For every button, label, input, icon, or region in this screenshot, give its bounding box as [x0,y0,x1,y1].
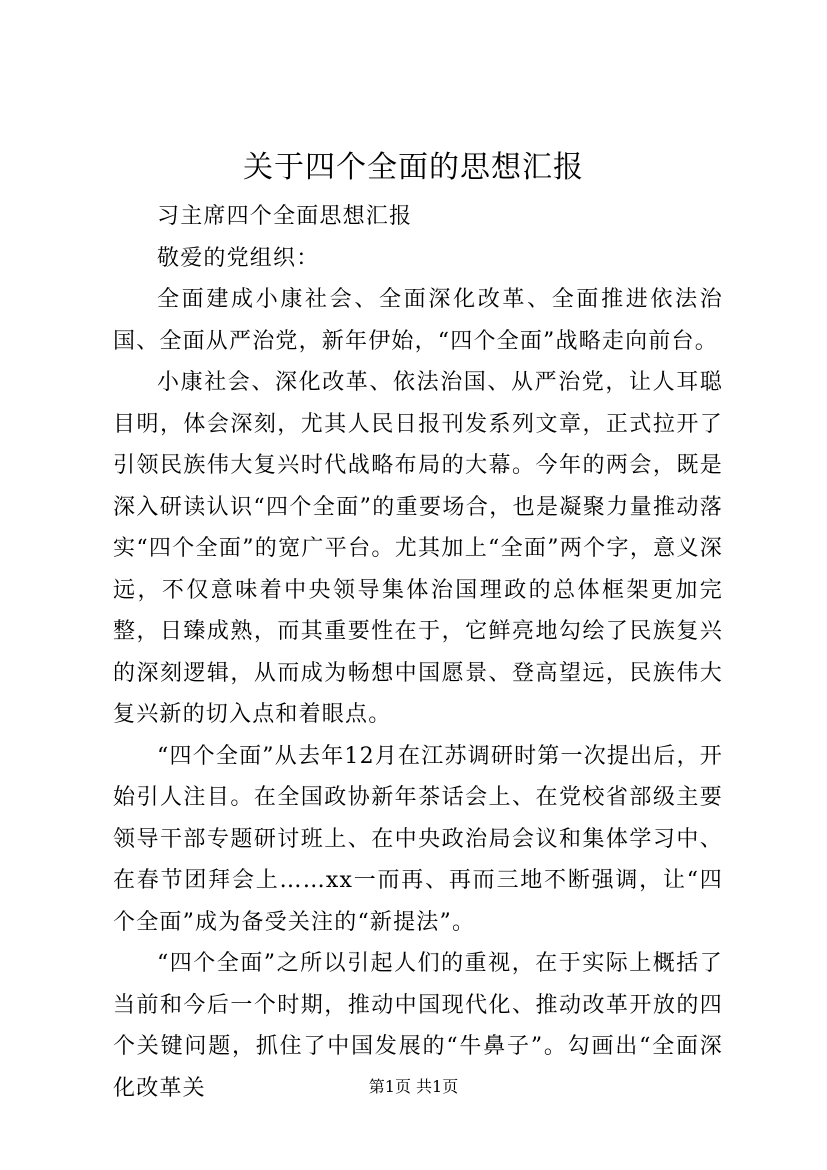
paragraph-salutation: 敬爱的党组织： [157,245,320,271]
paragraph: “四个全面”之所以引起人们的重视，在于实际上概括了当前和今后一个时期，推动中国现代化、推动改革开放的四个关键问题，抓住了中国发展的“牛鼻子”。勾画出“全面深化改革关 [113,951,723,1101]
document-title: 关于四个全面的思想汇报 [243,150,584,185]
page-footer: 第1页 共1页 [368,1077,459,1096]
paragraph: 全面建成小康社会、全面深化改革、全面推进依法治国、全面从严治党，新年伊始，“四个全面”战略走向前台。 [113,287,723,354]
paragraph: 小康社会、深化改革、依法治国、从严治党，让人耳聪目明，体会深刻，尤其人民日报刊发系列文章，正式拉开了引领民族伟大复兴时代战略布局的大幕。今年的两会，既是深入研读认识“四个全面”的重要场合，也是凝聚力量推动落实“四个全面”的宽广平台。尤其加上“全面”两个字，意义深远，不仅意味着中央领导集体治国理政的总体框架更加完整，日臻成熟，而其重要性在于，它鲜亮地勾绘了民族复兴的深刻逻辑，从而成为畅想中国愿景、登高望远，民族伟大复兴新的切入点和着眼点。 [113,370,723,727]
paragraph: “四个全面”从去年12月在江苏调研时第一次提出后，开始引人注目。在全国政协新年茶话会上、在党校省部级主要领导干部专题研讨班上、在中央政治局会议和集体学习中、在春节团拜会上……xx一而再、再而三地不断强调，让“四个全面”成为备受关注的“新提法”。 [113,743,723,935]
document-body [113,196,723,1109]
paragraph-subtitle: 习主席四个全面思想汇报 [157,204,413,229]
